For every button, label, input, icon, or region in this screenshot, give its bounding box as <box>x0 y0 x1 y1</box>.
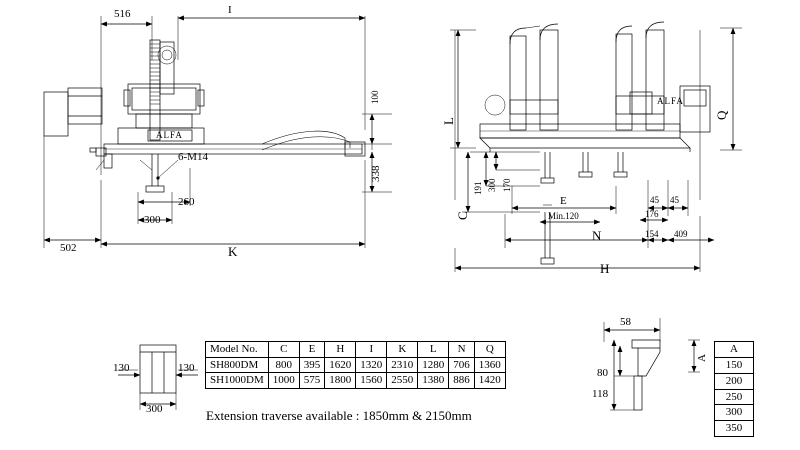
cell-q: 1420 <box>474 373 505 389</box>
table-row <box>206 373 506 389</box>
dim-label-130-right: 130 <box>178 362 195 374</box>
a-value: 200 <box>715 373 754 389</box>
dim-label-516: 516 <box>114 8 131 20</box>
dim-label-300-base: 300 <box>146 403 163 415</box>
cell-k: 2310 <box>387 357 418 373</box>
dim-label-502: 502 <box>60 242 77 254</box>
dim-label-260: 260 <box>178 196 195 208</box>
col-c: C <box>268 342 299 358</box>
dim-label-min120: Min.120 <box>548 211 579 221</box>
col-n: N <box>449 342 475 358</box>
col-l: L <box>418 342 449 358</box>
cell-k: 2550 <box>387 373 418 389</box>
dim-label-N: N <box>592 228 602 243</box>
col-q: Q <box>474 342 505 358</box>
cell-model: SH1000DM <box>206 373 269 389</box>
a-table-row <box>715 389 754 405</box>
dim-label-H: H <box>600 261 610 276</box>
dim-label-58: 58 <box>620 316 631 328</box>
a-table-row <box>715 373 754 389</box>
col-k: K <box>387 342 418 358</box>
label-6-m14: 6-M14 <box>178 151 208 163</box>
a-header: A <box>715 342 754 358</box>
cell-n: 706 <box>449 357 475 373</box>
dim-label-409: 409 <box>674 229 688 239</box>
a-table-row <box>715 421 754 437</box>
extension-note: Extension traverse available : 1850mm & 2150mm <box>206 408 472 423</box>
col-h: H <box>325 342 356 358</box>
cell-h: 1620 <box>325 357 356 373</box>
cell-n: 886 <box>449 373 475 389</box>
col-i: I <box>356 342 387 358</box>
logo-front: ALFA <box>156 130 183 140</box>
cell-l: 1280 <box>418 357 449 373</box>
cell-i: 1320 <box>356 357 387 373</box>
dim-label-45-left: 45 <box>650 195 659 205</box>
col-model: Model No. <box>206 342 269 358</box>
logo-side: ALFA <box>657 96 684 106</box>
cell-e: 395 <box>299 357 325 373</box>
cell-q: 1360 <box>474 357 505 373</box>
dim-label-130-left: 130 <box>113 362 130 374</box>
a-table-row <box>715 357 754 373</box>
a-table-row <box>715 405 754 421</box>
cell-model: SH800DM <box>206 357 269 373</box>
dim-label-45-right: 45 <box>670 195 679 205</box>
dim-label-80: 80 <box>597 367 608 379</box>
a-value: 300 <box>715 405 754 421</box>
cell-c: 1000 <box>268 373 299 389</box>
a-value: 350 <box>715 421 754 437</box>
a-value-table <box>714 341 754 437</box>
dim-label-176: 176 <box>645 209 659 219</box>
dim-label-154: 154 <box>645 229 659 239</box>
cell-e: 575 <box>299 373 325 389</box>
a-table-header-row <box>715 342 754 358</box>
dim-label-300-front: 300 <box>144 214 161 226</box>
dim-label-K: K <box>228 244 238 259</box>
dim-label-I: I <box>228 4 232 16</box>
cell-c: 800 <box>268 357 299 373</box>
table-row <box>206 357 506 373</box>
dim-label-118: 118 <box>592 388 609 400</box>
a-value: 250 <box>715 389 754 405</box>
a-value: 150 <box>715 357 754 373</box>
cell-i: 1560 <box>356 373 387 389</box>
dim-label-E: E <box>560 195 567 207</box>
specification-table <box>205 341 506 389</box>
cell-h: 1800 <box>325 373 356 389</box>
col-e: E <box>299 342 325 358</box>
cell-l: 1380 <box>418 373 449 389</box>
table-header-row <box>206 342 506 358</box>
